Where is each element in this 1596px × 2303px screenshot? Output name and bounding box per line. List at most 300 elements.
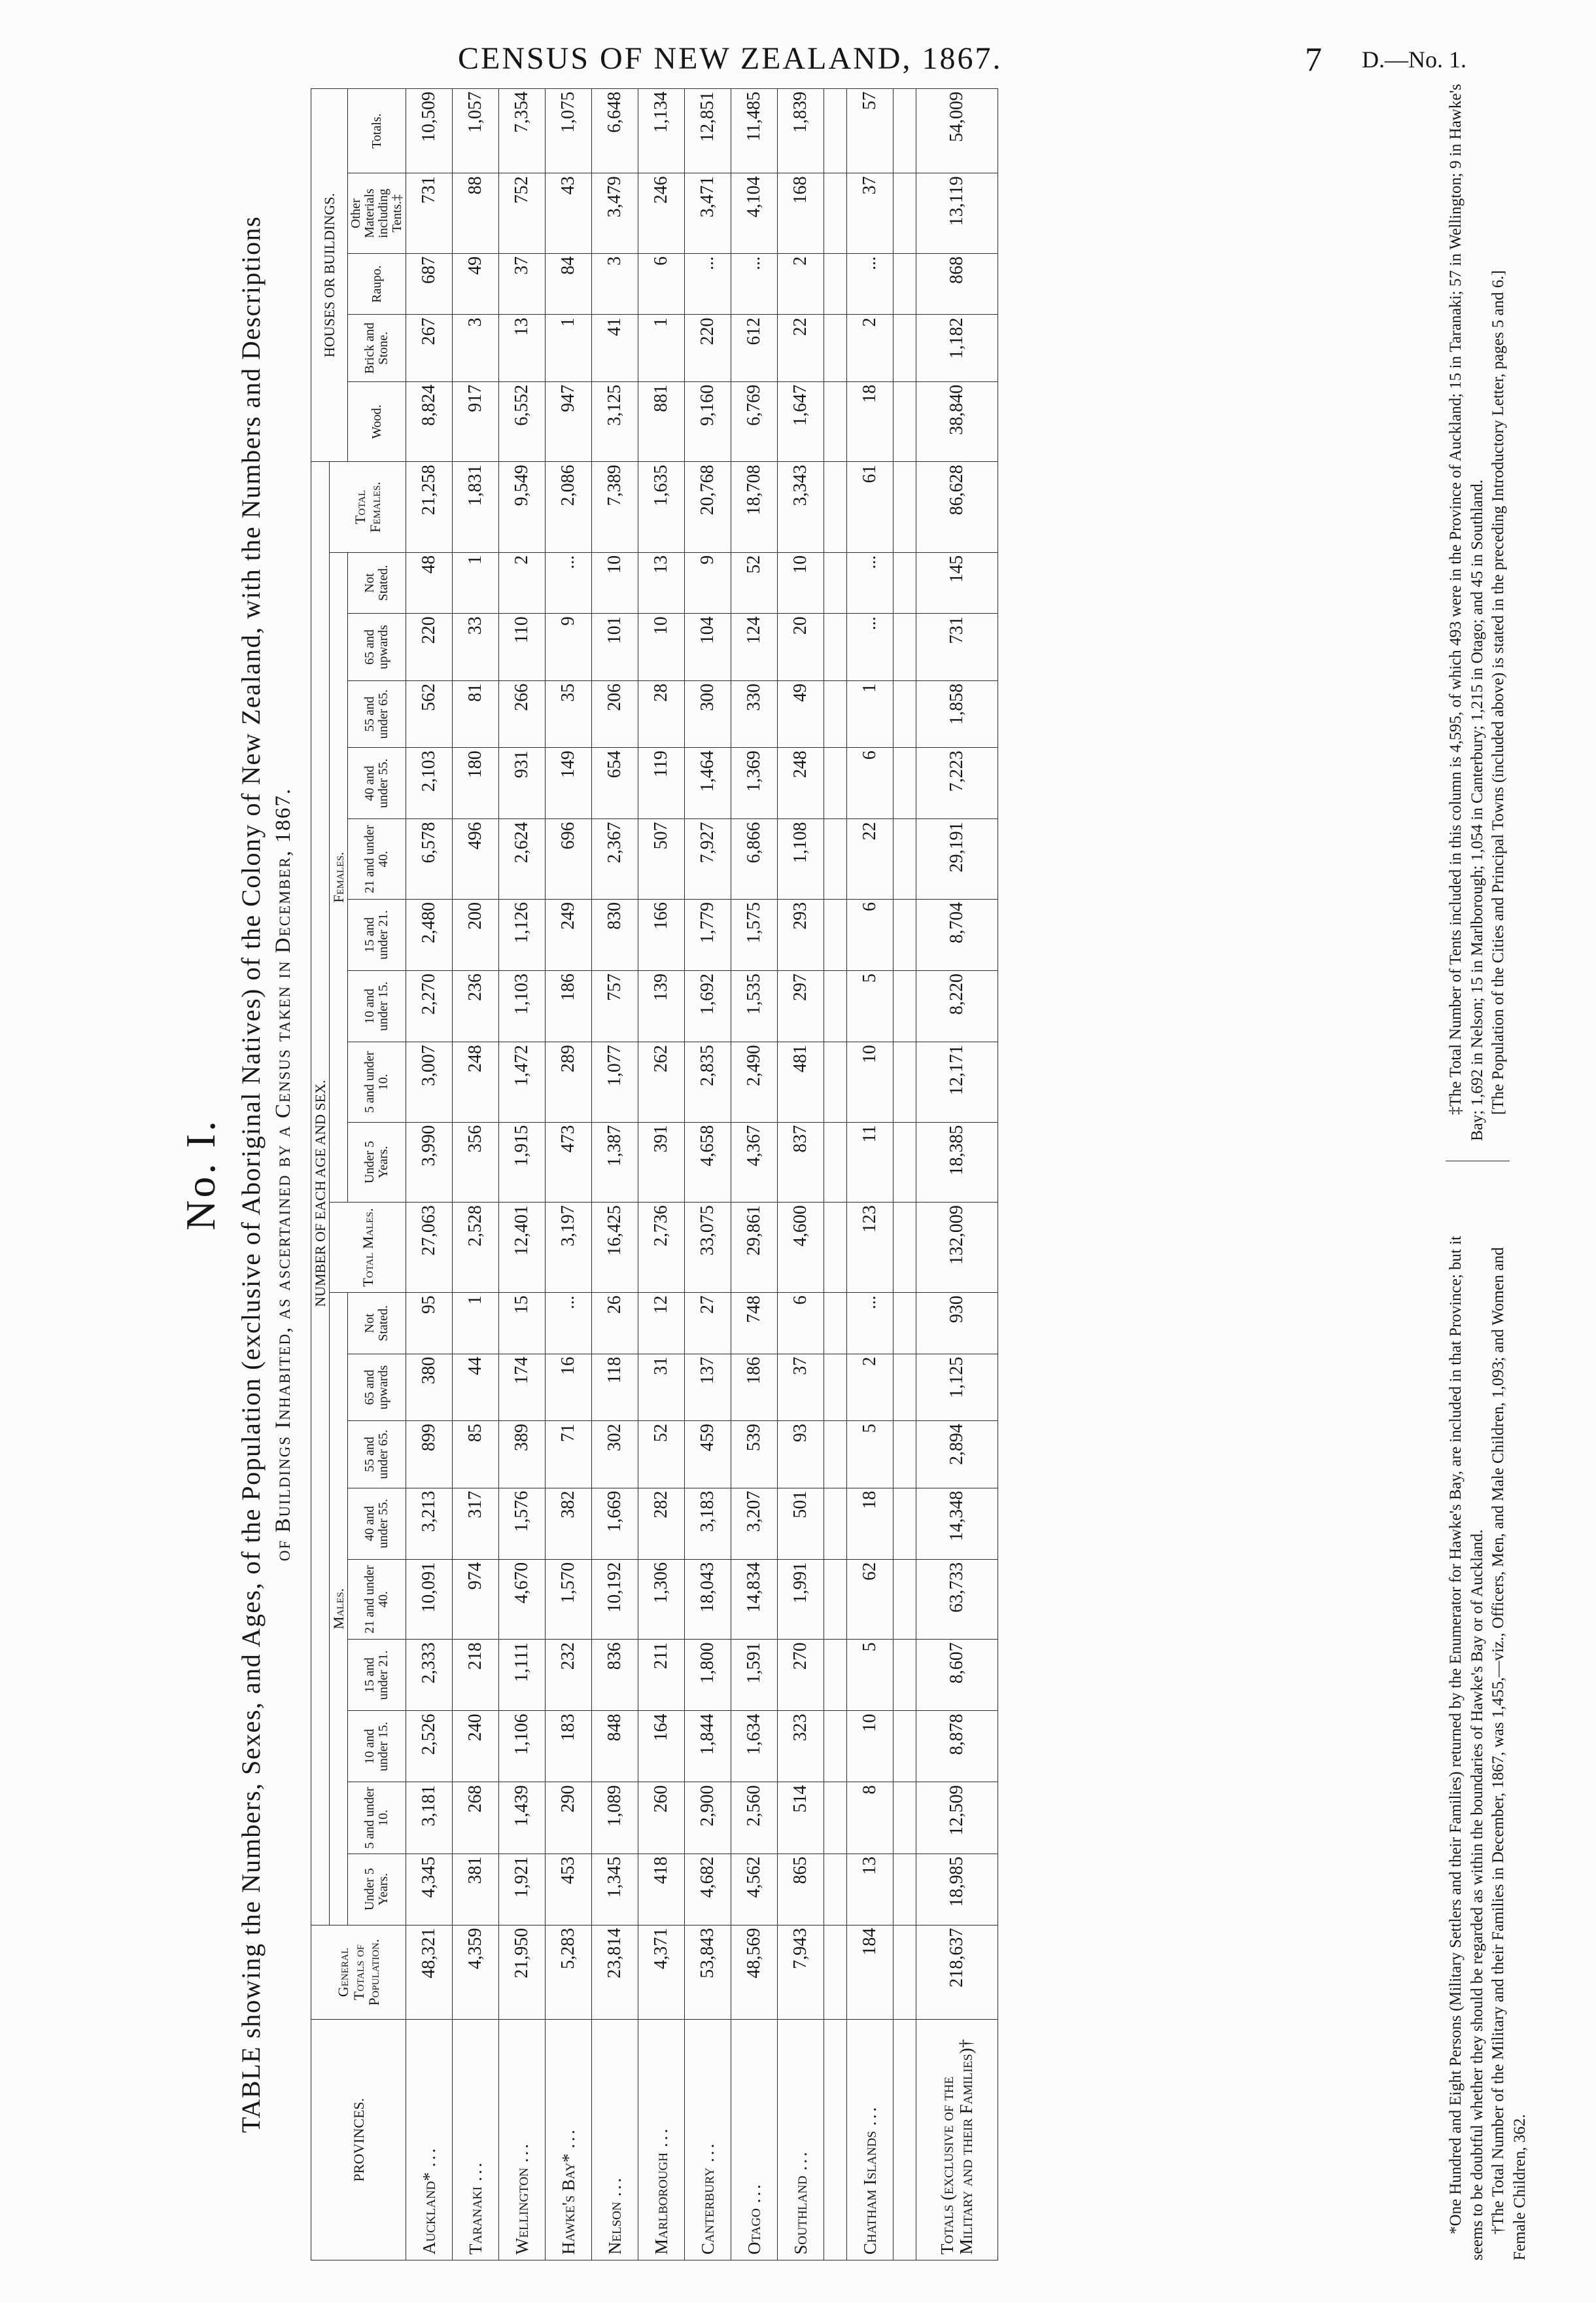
table-cell: 37 (778, 1354, 824, 1420)
table-cell: 18 (847, 381, 893, 462)
table-cell: 2,480 (406, 899, 453, 970)
table-cell: 4,104 (731, 173, 778, 254)
total-females-header: Total Females. (330, 462, 406, 552)
table-cell: 10 (778, 552, 824, 614)
table-cell: 1,921 (499, 1854, 546, 1925)
empty-cell (824, 1559, 847, 1640)
table-cell: 1,669 (592, 1488, 638, 1559)
table-cell: 539 (731, 1421, 778, 1488)
table-cell: 123 (847, 1203, 893, 1293)
table-cell: 1,839 (778, 89, 824, 173)
table-cell: 33,075 (685, 1203, 731, 1293)
table-cell: 380 (406, 1354, 453, 1420)
empty-cell (893, 1711, 916, 1782)
table-cell: 7,389 (592, 462, 638, 552)
table-cell: 1 (847, 680, 893, 747)
houses-buildings-header: HOUSES OR BUILDINGS. (311, 89, 348, 462)
table-cell: 4,562 (731, 1854, 778, 1925)
leader-dots: ... (512, 2141, 532, 2163)
table-cell: 1,576 (499, 1488, 546, 1559)
empty-cell (824, 462, 847, 552)
total-males-header: Total Males. (330, 1203, 406, 1293)
table-cell: 11 (847, 1122, 893, 1203)
table-cell: 2,086 (546, 462, 592, 552)
table-cell: ... (847, 1293, 893, 1354)
table-cell: 35 (546, 680, 592, 747)
table-cell: 26 (592, 1293, 638, 1354)
table-cell: 1,591 (731, 1640, 778, 1711)
table-cell: 3,213 (406, 1488, 453, 1559)
empty-cell (824, 173, 847, 254)
table-cell: 6,648 (592, 89, 638, 173)
table-cell: 562 (406, 680, 453, 747)
table-cell: 124 (731, 614, 778, 680)
table-cell: 391 (638, 1122, 685, 1203)
footnotes-right (1446, 68, 1510, 1161)
province-name (731, 2020, 778, 2260)
empty-cell (893, 462, 916, 552)
female-age-header: Under 5 Years. (348, 1122, 406, 1203)
table-cell: 1,570 (546, 1559, 592, 1640)
table-cell: 270 (778, 1640, 824, 1711)
table-cell: 5 (847, 1640, 893, 1711)
table-cell: 496 (453, 819, 499, 900)
female-age-header: Not Stated. (348, 552, 406, 614)
table-cell: 218 (453, 1640, 499, 1711)
table-cell: 4,359 (453, 1925, 499, 2020)
table-cell: 139 (638, 970, 685, 1042)
table-cell: 8 (847, 1782, 893, 1854)
table-cell: 248 (453, 1042, 499, 1123)
empty-cell (824, 1640, 847, 1711)
table-cell: 5,283 (546, 1925, 592, 2020)
table-cell: 53,843 (685, 1925, 731, 2020)
leader-dots: ... (744, 2182, 764, 2204)
table-cell: 84 (546, 253, 592, 315)
table-cell: 29,861 (731, 1203, 778, 1293)
table-row (546, 89, 592, 2260)
table-cell: 687 (406, 253, 453, 315)
totals-row (916, 89, 998, 2260)
table-cell: 18 (847, 1488, 893, 1559)
table-cell: 501 (778, 1488, 824, 1559)
table-cell: 211 (638, 1640, 685, 1711)
table-cell: 12 (638, 1293, 685, 1354)
empty-cell (893, 1122, 916, 1203)
table-cell: 48,321 (406, 1925, 453, 2020)
table-cell: 49 (778, 680, 824, 747)
table-row (638, 89, 685, 2260)
empty-cell (893, 1488, 916, 1559)
table-cell: 23,814 (592, 1925, 638, 2020)
table-cell: ... (685, 253, 731, 315)
table-cell: 6 (847, 899, 893, 970)
table-cell: 3,207 (731, 1488, 778, 1559)
table-row (778, 89, 824, 2260)
table-cell: 44 (453, 1354, 499, 1420)
empty-cell (893, 1640, 916, 1711)
table-caption-line-1: TABLE showing the Numbers, Sexes, and Ages, of the Population (exclusive of Aboriginal Natives) of the Colony of New Zealand, with the Numbers and Descriptions (236, 215, 266, 2134)
table-cell: ... (847, 552, 893, 614)
table-cell: 266 (499, 680, 546, 747)
table-cell: 260 (638, 1782, 685, 1854)
table-cell: 289 (546, 1042, 592, 1123)
leader-dots: ... (419, 2145, 439, 2168)
male-age-header: 15 and under 21. (348, 1640, 406, 1711)
table-cell: 16,425 (592, 1203, 638, 1293)
table-cell: 1,575 (731, 899, 778, 970)
table-cell: 9 (546, 614, 592, 680)
empty-cell (893, 2020, 916, 2260)
empty-cell (893, 1203, 916, 1293)
table-cell: 1,472 (499, 1042, 546, 1123)
empty-cell (893, 173, 916, 254)
empty-cell (893, 253, 916, 315)
total-cell: 7,223 (916, 748, 998, 819)
table-row (406, 89, 453, 2260)
empty-cell (824, 89, 847, 173)
table-cell: 220 (685, 315, 731, 381)
table-cell: 149 (546, 748, 592, 819)
table-cell: 2,560 (731, 1782, 778, 1854)
table-cell: 10,509 (406, 89, 453, 173)
table-cell: 246 (638, 173, 685, 254)
table-cell: 1,464 (685, 748, 731, 819)
page-number: 7 (1305, 41, 1322, 79)
empty-cell (824, 1042, 847, 1123)
table-cell: 2 (847, 1354, 893, 1420)
table-cell: 6,552 (499, 381, 546, 462)
table-cell: 81 (453, 680, 499, 747)
table-cell: 4,670 (499, 1559, 546, 1640)
empty-cell (893, 1925, 916, 2020)
province-label: Southland (790, 2175, 810, 2255)
total-cell: 29,191 (916, 819, 998, 900)
table-cell: 453 (546, 1854, 592, 1925)
house-type-header: Raupo. (348, 253, 406, 315)
table-cell: 6 (847, 748, 893, 819)
house-type-header: Other Materials including Tents.‡ (348, 173, 406, 254)
table-cell: 9 (685, 552, 731, 614)
general-totals-header: General Totals of Population. (311, 1925, 406, 2020)
table-cell: 10,192 (592, 1559, 638, 1640)
table-cell: 206 (592, 680, 638, 747)
table-cell: 119 (638, 748, 685, 819)
table-row (499, 89, 546, 2260)
total-cell: 12,509 (916, 1782, 998, 1854)
male-age-header: 5 and under 10. (348, 1782, 406, 1854)
total-cell: 2,894 (916, 1421, 998, 1488)
province-label: Canterbury (697, 2167, 718, 2255)
table-cell: 3,183 (685, 1488, 731, 1559)
table-cell: 27 (685, 1293, 731, 1354)
male-age-header: 40 and under 55. (348, 1488, 406, 1559)
empty-cell (824, 680, 847, 747)
table-cell: 1,535 (731, 970, 778, 1042)
empty-cell (824, 899, 847, 970)
table-cell: 4,367 (731, 1122, 778, 1203)
footnote-tents: ‡The Total Number of Tents included in this column is 4,595, of which 493 were in the Province of Auckland; 15 in Taranaki; 57 in Wellington; 9 in Hawke's Bay; 1,692 in Nelson; 15 in Marlborough; 1,054 in Canterbury; 1,215 in Otago; and 45 in Southland. (1447, 84, 1486, 1141)
table-number: No. I. (177, 1118, 224, 1231)
leader-dots: ... (697, 2141, 718, 2162)
table-cell: 22 (778, 315, 824, 381)
table-cell: 752 (499, 173, 546, 254)
table-cell: 1 (546, 315, 592, 381)
table-cell: 3,471 (685, 173, 731, 254)
table-cell: 881 (638, 381, 685, 462)
table-cell: 2,526 (406, 1711, 453, 1782)
table-cell: 184 (847, 1925, 893, 2020)
table-cell: 164 (638, 1711, 685, 1782)
table-cell: 21,950 (499, 1925, 546, 2020)
table-cell: 3 (592, 253, 638, 315)
table-cell: 2,103 (406, 748, 453, 819)
table-caption-line-2: of Buildings Inhabited, as ascertained by a Census taken in December, 1867. (271, 787, 295, 1562)
table-cell: 974 (453, 1559, 499, 1640)
table-cell: 1,635 (638, 462, 685, 552)
table-cell: 293 (778, 899, 824, 970)
table-cell: 381 (453, 1854, 499, 1925)
table-cell: 917 (453, 381, 499, 462)
empty-cell (824, 970, 847, 1042)
table-cell: 95 (406, 1293, 453, 1354)
table-cell: 137 (685, 1354, 731, 1420)
table-cell: 33 (453, 614, 499, 680)
province-label: Nelson (604, 2202, 625, 2255)
total-cell: 145 (916, 552, 998, 614)
table-cell: 2,835 (685, 1042, 731, 1123)
table-cell: 1 (638, 315, 685, 381)
table-cell: 1,306 (638, 1559, 685, 1640)
province-name (592, 2020, 638, 2260)
table-cell: 3,125 (592, 381, 638, 462)
table-cell: 514 (778, 1782, 824, 1854)
table-cell: 166 (638, 899, 685, 970)
table-cell: 232 (546, 1640, 592, 1711)
empty-cell (893, 970, 916, 1042)
table-cell: 2,490 (731, 1042, 778, 1123)
table-cell: 848 (592, 1711, 638, 1782)
table-cell: 48 (406, 552, 453, 614)
empty-cell (824, 748, 847, 819)
empty-cell (893, 1559, 916, 1640)
table-cell: 3,197 (546, 1203, 592, 1293)
table-cell: 5 (847, 1421, 893, 1488)
table-cell: 10 (592, 552, 638, 614)
table-cell: 748 (731, 1293, 778, 1354)
table-cell: 183 (546, 1711, 592, 1782)
table-cell: ... (546, 1293, 592, 1354)
total-cell: 38,840 (916, 381, 998, 462)
total-cell: 1,858 (916, 680, 998, 747)
table-cell: 302 (592, 1421, 638, 1488)
province-name (546, 2020, 592, 2260)
table-cell: 282 (638, 1488, 685, 1559)
footnote-military-settlers: *One Hundred and Eight Persons (Military Settlers and their Families) returned by the Enumerator for Hawke's Bay, are included in that Province; but it seems to be doubtful whether they should be regarded as within the boundaries of Hawke's Bay or of Auckland. (1447, 1235, 1486, 2260)
empty-cell (824, 1711, 847, 1782)
table-cell: 459 (685, 1421, 731, 1488)
female-age-header: 65 and upwards (348, 614, 406, 680)
table-cell: 2,367 (592, 819, 638, 900)
male-age-header: 55 and under 65. (348, 1421, 406, 1488)
provinces-header: PROVINCES. (311, 2020, 406, 2260)
total-cell: 868 (916, 253, 998, 315)
table-cell: 947 (546, 381, 592, 462)
table-cell: 49 (453, 253, 499, 315)
table-cell: 13 (638, 552, 685, 614)
females-header: Females. (330, 552, 348, 1202)
table-cell: 1,108 (778, 819, 824, 900)
total-cell: 930 (916, 1293, 998, 1354)
table-cell: 7,943 (778, 1925, 824, 2020)
table-cell: 418 (638, 1854, 685, 1925)
empty-cell (893, 552, 916, 614)
table-cell: 8,824 (406, 381, 453, 462)
province-label: Marlborough (651, 2153, 671, 2255)
rotated-table-page (164, 75, 1596, 2274)
table-row (847, 89, 893, 2260)
table-cell: 1,387 (592, 1122, 638, 1203)
census-table (311, 88, 998, 2260)
table-cell: 43 (546, 173, 592, 254)
empty-cell (824, 1122, 847, 1203)
table-cell: 101 (592, 614, 638, 680)
male-age-header: 10 and under 15. (348, 1711, 406, 1782)
table-cell: 1,126 (499, 899, 546, 970)
table-cell: 330 (731, 680, 778, 747)
table-cell: 473 (546, 1122, 592, 1203)
empty-cell (893, 819, 916, 900)
empty-cell (893, 1042, 916, 1123)
table-cell: 9,160 (685, 381, 731, 462)
table-cell: 4,371 (638, 1925, 685, 2020)
table-cell: 52 (638, 1421, 685, 1488)
table-cell: 3,343 (778, 462, 824, 552)
table-cell: 85 (453, 1421, 499, 1488)
province-name (453, 2020, 499, 2260)
table-cell: 2,900 (685, 1782, 731, 1854)
table-cell: 20,768 (685, 462, 731, 552)
table-cell: 28 (638, 680, 685, 747)
table-cell: 382 (546, 1488, 592, 1559)
table-cell: 13 (847, 1854, 893, 1925)
table-row (592, 89, 638, 2260)
table-cell: 88 (453, 173, 499, 254)
table-cell: 240 (453, 1711, 499, 1782)
table-cell: 262 (638, 1042, 685, 1123)
table-cell: 696 (546, 819, 592, 900)
table-cell: 1,439 (499, 1782, 546, 1854)
table-cell: 2,624 (499, 819, 546, 900)
table-cell: 300 (685, 680, 731, 747)
total-cell: 8,878 (916, 1711, 998, 1782)
total-cell: 8,220 (916, 970, 998, 1042)
table-cell: 317 (453, 1488, 499, 1559)
table-cell: 1,647 (778, 381, 824, 462)
table-cell: 356 (453, 1122, 499, 1203)
table-cell: 3,479 (592, 173, 638, 254)
table-cell: 612 (731, 315, 778, 381)
table-cell: 48,569 (731, 1925, 778, 2020)
table-cell: 41 (592, 315, 638, 381)
table-cell: 323 (778, 1711, 824, 1782)
table-cell: 1,800 (685, 1640, 731, 1711)
table-cell: 1 (453, 552, 499, 614)
table-cell: 18,708 (731, 462, 778, 552)
table-cell: 1,779 (685, 899, 731, 970)
total-cell: 18,385 (916, 1122, 998, 1203)
footnote-military-families: †The Total Number of the Military and their Families in December, 1867, was 1,455,—viz., Officers, Men, and Male Children, 1,093; and Women and Female Children, 362. (1489, 1247, 1529, 2260)
leader-dots: ... (859, 2104, 880, 2126)
total-cell: 18,985 (916, 1854, 998, 1925)
table-cell: 2,270 (406, 970, 453, 1042)
table-cell: 1,831 (453, 462, 499, 552)
table-cell: 61 (847, 462, 893, 552)
table-cell: 389 (499, 1421, 546, 1488)
table-cell: 1,111 (499, 1640, 546, 1711)
table-cell: 21,258 (406, 462, 453, 552)
empty-cell (824, 1854, 847, 1925)
empty-cell (824, 253, 847, 315)
province-name (406, 2020, 453, 2260)
table-cell: 3,181 (406, 1782, 453, 1854)
table-cell: 57 (847, 89, 893, 173)
province-label: Otago (744, 2208, 764, 2255)
male-age-header: Not Stated. (348, 1293, 406, 1354)
province-name (638, 2020, 685, 2260)
table-cell: 1,134 (638, 89, 685, 173)
empty-cell (893, 1293, 916, 1354)
table-cell: 830 (592, 899, 638, 970)
table-cell: 93 (778, 1421, 824, 1488)
table-cell: ... (731, 253, 778, 315)
number-each-age-sex-header: NUMBER OF EACH AGE AND SEX. (311, 462, 330, 1925)
table-cell: 6,769 (731, 381, 778, 462)
document-reference: D.—No. 1. (1362, 46, 1466, 73)
table-cell: 104 (685, 614, 731, 680)
table-cell: 5 (847, 970, 893, 1042)
table-cell: 1,692 (685, 970, 731, 1042)
province-label: Chatham Islands (859, 2131, 880, 2255)
table-cell: 220 (406, 614, 453, 680)
table-cell: 14,834 (731, 1559, 778, 1640)
female-age-header: 15 and under 21. (348, 899, 406, 970)
table-cell: 9,549 (499, 462, 546, 552)
table-cell: 37 (499, 253, 546, 315)
empty-cell (893, 680, 916, 747)
male-age-header: Under 5 Years. (348, 1854, 406, 1925)
table-cell: 6 (778, 1293, 824, 1354)
empty-cell (893, 1782, 916, 1854)
table-cell: 297 (778, 970, 824, 1042)
table-cell: 3,990 (406, 1122, 453, 1203)
table-cell: 16 (546, 1354, 592, 1420)
table-cell: 4,600 (778, 1203, 824, 1293)
province-name (847, 2020, 893, 2260)
province-name (499, 2020, 546, 2260)
table-cell: 62 (847, 1559, 893, 1640)
male-age-header: 65 and upwards (348, 1354, 406, 1420)
table-cell: 1,844 (685, 1711, 731, 1782)
table-cell: 1,915 (499, 1122, 546, 1203)
table-cell: 1,077 (592, 1042, 638, 1123)
table-cell: 11,485 (731, 89, 778, 173)
table-row (453, 89, 499, 2260)
empty-cell (893, 748, 916, 819)
empty-cell (893, 1421, 916, 1488)
table-cell: 186 (731, 1354, 778, 1420)
male-age-header: 21 and under 40. (348, 1559, 406, 1640)
